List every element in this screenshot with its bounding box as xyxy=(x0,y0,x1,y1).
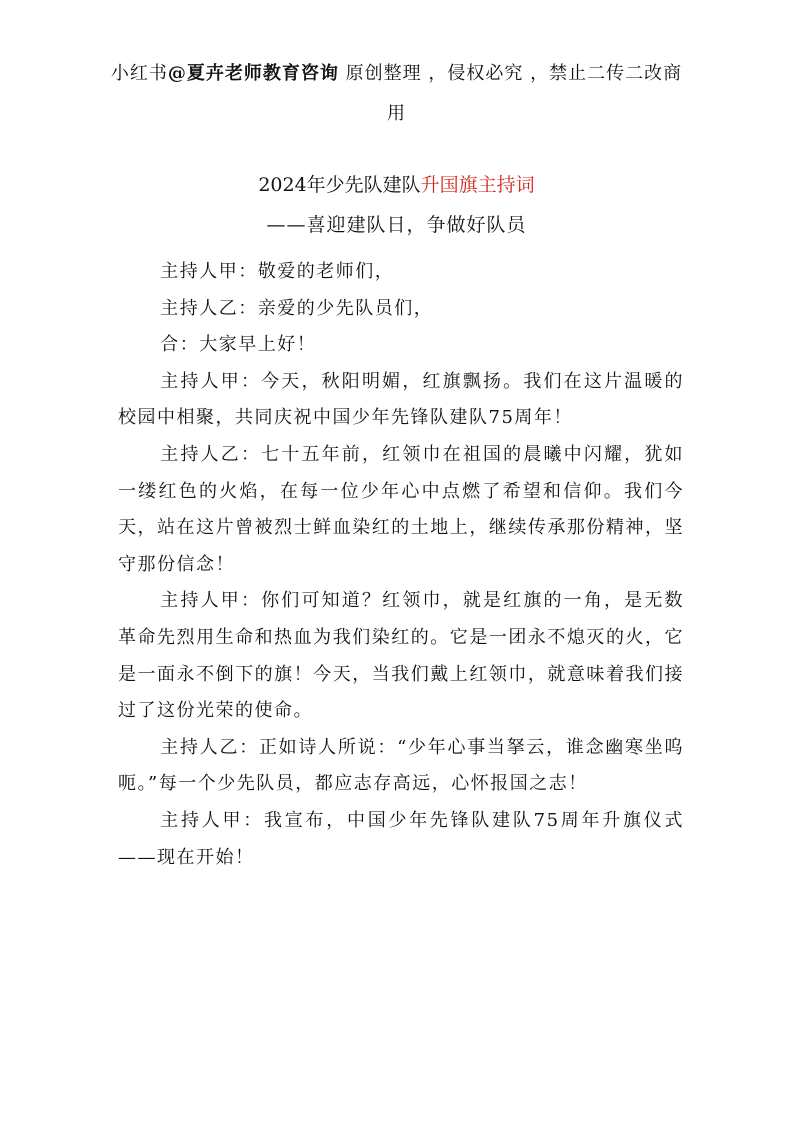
paragraph: 主持人甲：我宣布，中国少年先锋队建队75周年升旗仪式——现在开始！ xyxy=(118,809,684,868)
copyright-notice: 原创整理 ，侵权必究 ，禁止二传二改商用 xyxy=(338,63,683,124)
paragraph: 主持人甲：今天，秋阳明媚，红旗飘扬。我们在这片温暖的校园中相聚，共同庆祝中国少年先锋队建队75周年！ xyxy=(118,370,684,429)
paragraph: 合：大家早上好！ xyxy=(160,334,317,356)
title-main: 2024年少先队建队 xyxy=(258,174,421,196)
copyright-header xyxy=(110,54,683,134)
document-title xyxy=(110,170,683,200)
paragraph: 主持人甲：敬爱的老师们， xyxy=(160,261,395,282)
header-prefix: 小红书 xyxy=(110,63,168,84)
document-body xyxy=(118,254,684,876)
paragraph: 主持人乙：亲爱的少先队员们， xyxy=(160,297,434,319)
paragraph: 主持人乙：正如诗人所说：“少年心事当拏云，谁念幽寒坐呜呃。”每一个少先队员，都应志存高远，心怀报国之志！ xyxy=(118,736,684,795)
paragraph: 主持人乙：七十五年前，红领巾在祖国的晨曦中闪耀，犹如一缕红色的火焰，在每一位少年心中点燃了希望和信仰。我们今天，站在这片曾被烈士鲜血染红的土地上，继续传承那份精神，坚守那份信念！ xyxy=(118,443,684,575)
title-highlight: 升国旗主持词 xyxy=(420,174,535,196)
author-handle: @夏卉老师教育咨询 xyxy=(167,63,339,84)
document-subtitle: ——喜迎建队日，争做好队员 xyxy=(266,214,527,236)
paragraph: 主持人甲：你们可知道？红领巾，就是红旗的一角，是无数革命先烈用生命和热血为我们染红的。它是一团永不熄灭的火，它是一面永不倒下的旗！今天，当我们戴上红领巾，就意味着我们接过了这份光荣的使命。 xyxy=(118,590,684,722)
